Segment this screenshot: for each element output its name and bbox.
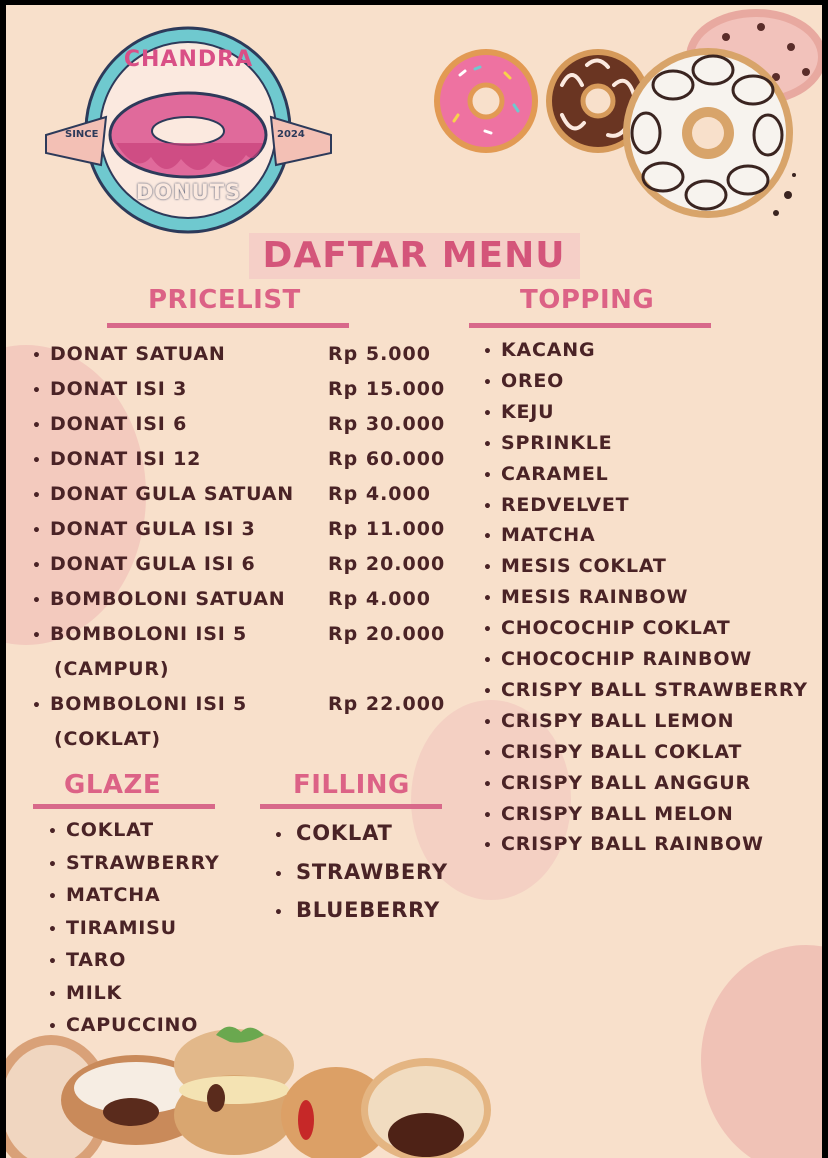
logo-brand-bottom: DONUTS (135, 180, 242, 204)
filling-underline (260, 804, 442, 809)
pricelist-item-name: DONAT GULA ISI 6 (50, 553, 256, 575)
topping-item (483, 370, 564, 392)
topping-item-label: CRISPY BALL COKLAT (501, 740, 743, 763)
filling-item (274, 821, 393, 845)
bullet-dot: • (48, 1019, 58, 1035)
topping-item-label: CRISPY BALL LEMON (501, 709, 735, 732)
glaze-item-label: STRAWBERRY (66, 851, 220, 874)
bullet-dot: • (32, 698, 42, 714)
topping-item-label: KEJU (501, 400, 555, 423)
glaze-item-label: COKLAT (66, 819, 154, 841)
pricelist-item (32, 693, 247, 715)
topping-item (483, 339, 595, 361)
pricelist-item-price: Rp 15.000 (328, 378, 446, 400)
logo-brand-top: CHANDRA (123, 47, 254, 72)
topping-item (483, 494, 629, 516)
bullet-dot: • (483, 344, 493, 360)
pricelist-item (32, 378, 187, 400)
topping-item (483, 617, 730, 639)
pricelist-item-name: DONAT ISI 3 (50, 378, 188, 400)
bullet-dot: • (48, 889, 58, 905)
topping-item (483, 741, 742, 763)
topping-heading: TOPPING (520, 285, 655, 315)
topping-item (483, 432, 612, 454)
pricelist-item (32, 448, 201, 470)
pricelist-item-name: DONAT ISI 12 (50, 448, 202, 470)
menu-title: DAFTAR MENU (249, 233, 580, 279)
glaze-item (48, 917, 177, 939)
glaze-item-label: MATCHA (66, 884, 161, 906)
pricelist-item (32, 483, 294, 505)
pricelist-item-name: DONAT SATUAN (50, 343, 226, 365)
topping-item-label: CRISPY BALL RAINBOW (501, 833, 764, 856)
menu-title-wrap (6, 233, 822, 279)
bullet-dot: • (32, 488, 42, 504)
bullet-dot: • (483, 807, 493, 824)
pricelist-item-price: Rp 20.000 (328, 623, 446, 645)
topping-item-label: REDVELVET (501, 493, 630, 516)
topping-item-label: CHOCOCHIP COKLAT (501, 617, 731, 640)
bomboloni-pastry-icon (6, 1020, 506, 1158)
glaze-item-label: MILK (66, 981, 123, 1004)
glaze-item-label: TARO (66, 949, 127, 971)
pricelist-underline (107, 323, 349, 328)
bullet-dot: • (274, 905, 284, 921)
bullet-dot: • (483, 529, 493, 546)
pricelist-item-price: Rp 20.000 (328, 553, 446, 575)
topping-item-label: CARAMEL (501, 462, 609, 485)
bullet-dot: • (32, 383, 42, 399)
topping-item (483, 679, 808, 701)
bullet-dot: • (48, 986, 58, 1003)
bullet-dot: • (483, 591, 493, 608)
topping-item-label: MESIS RAINBOW (501, 586, 689, 609)
bullet-dot: • (483, 436, 493, 453)
bullet-dot: • (483, 374, 493, 391)
topping-item-label: CRISPY BALL ANGGUR (501, 771, 751, 794)
background-blob-right (696, 940, 822, 1158)
bullet-dot: • (483, 683, 493, 700)
bullet-dot: • (483, 405, 493, 422)
pricelist-item-price: Rp 22.000 (328, 693, 446, 715)
pricelist-item-name: DONAT GULA ISI 3 (50, 518, 256, 540)
pricelist-item-price: Rp 4.000 (328, 588, 431, 610)
filling-heading: FILLING (293, 770, 410, 800)
bullet-dot: • (483, 838, 493, 855)
topping-item (483, 648, 752, 670)
bullet-dot: • (48, 856, 58, 873)
menu-poster (6, 5, 822, 1158)
pricelist-item-price: Rp 5.000 (328, 343, 431, 365)
pricelist-item (32, 623, 247, 645)
bullet-dot: • (32, 628, 42, 644)
pricelist-item-price: Rp 30.000 (328, 413, 446, 435)
logo-year: 2024 (277, 129, 305, 140)
topping-item-label: OREO (501, 369, 565, 392)
pricelist-item-note: (COKLAT) (54, 728, 161, 750)
topping-item (483, 586, 688, 608)
topping-item (483, 524, 595, 546)
glaze-item-label: TIRAMISU (66, 916, 177, 939)
topping-item (483, 710, 734, 732)
topping-item (483, 555, 667, 577)
glaze-item (48, 884, 160, 906)
bullet-dot: • (32, 593, 42, 609)
glaze-item (48, 982, 122, 1004)
logo-since-label: SINCE (65, 129, 99, 140)
filling-item-label: COKLAT (296, 821, 393, 845)
bullet-dot: • (483, 776, 493, 793)
pricelist-item (32, 518, 256, 540)
glaze-underline (33, 804, 215, 809)
brand-logo (41, 25, 336, 240)
bullet-dot: • (32, 523, 42, 539)
topping-underline (469, 323, 711, 328)
bullet-dot: • (274, 866, 284, 883)
bullet-dot: • (48, 921, 58, 938)
bullet-dot: • (48, 954, 58, 970)
topping-item-label: KACANG (501, 339, 596, 361)
topping-item-label: MESIS COKLAT (501, 555, 667, 578)
pricelist-item (32, 413, 187, 435)
pricelist-item (32, 343, 226, 365)
bullet-dot: • (32, 348, 42, 364)
filling-item-label: STRAWBERY (296, 859, 448, 884)
filling-item (274, 860, 448, 884)
filling-item-label: BLUEBERRY (296, 898, 440, 922)
glaze-item-label: CAPUCCINO (66, 1014, 199, 1036)
bullet-dot: • (483, 560, 493, 577)
topping-item-label: CRISPY BALL STRAWBERRY (501, 678, 808, 701)
white-glazed-donut-icon (618, 45, 798, 225)
pricelist-item-price: Rp 60.000 (328, 448, 446, 470)
bullet-dot: • (483, 653, 493, 669)
bullet-dot: • (483, 745, 493, 762)
topping-item (483, 772, 751, 794)
topping-item-label: SPRINKLE (501, 431, 613, 454)
topping-item-label: CHOCOCHIP RAINBOW (501, 648, 753, 670)
topping-item (483, 401, 554, 423)
pricelist-item-note: (CAMPUR) (54, 658, 170, 680)
topping-item (483, 833, 764, 855)
pricelist-item-name: BOMBOLONI ISI 5 (50, 693, 247, 715)
topping-item (483, 803, 734, 825)
pricelist-item (32, 588, 285, 610)
pricelist-item-name: DONAT ISI 6 (50, 413, 188, 435)
pricelist-item-price: Rp 4.000 (328, 483, 431, 505)
bullet-dot: • (274, 828, 284, 844)
bullet-dot: • (483, 498, 493, 515)
bullet-dot: • (32, 418, 42, 434)
bullet-dot: • (483, 714, 493, 731)
pricelist-item (32, 553, 256, 575)
bullet-dot: • (32, 453, 42, 469)
pricelist-heading: PRICELIST (148, 285, 301, 315)
pink-sprinkle-donut-icon (430, 45, 542, 157)
pricelist-item-name: DONAT GULA SATUAN (50, 483, 295, 505)
glaze-item (48, 852, 220, 874)
filling-item (274, 898, 440, 922)
topping-item-label: MATCHA (501, 524, 596, 547)
glaze-item (48, 949, 126, 971)
glaze-heading: GLAZE (64, 770, 162, 800)
pricelist-item-price: Rp 11.000 (328, 518, 446, 540)
bullet-dot: • (32, 558, 42, 574)
pricelist-item-name: BOMBOLONI SATUAN (50, 588, 286, 610)
bullet-dot: • (48, 824, 58, 840)
pricelist-item-name: BOMBOLONI ISI 5 (50, 623, 247, 645)
glaze-item (48, 819, 154, 841)
topping-item (483, 463, 609, 485)
topping-item-label: CRISPY BALL MELON (501, 802, 734, 825)
bullet-dot: • (483, 467, 493, 484)
bullet-dot: • (483, 622, 493, 639)
